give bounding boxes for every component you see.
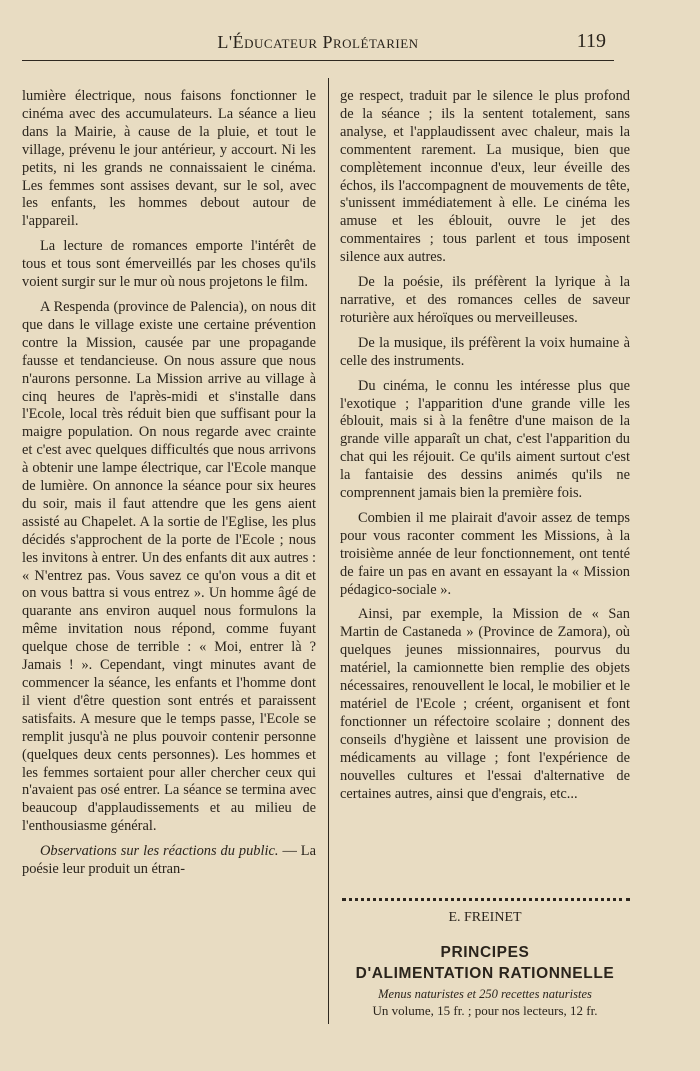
paragraph: Ainsi, par exemple, la Mission de « San Martin de Castaneda » (Province de Zamora), où quelques jeunes missionnaires, pourvus du matériel, la camionnette bien remplie des objets nécessaires, renouvellent le local, le mobilier et le matériel de l'Ecole ; créent, organisent et font fonctionner un réfectoire scolaire ; donnent des conseils d'hygiène et laissent une provision de médicaments au village ; font l'expérience de nouvelles cultures et l'essai d'alternative de certaines autres, ainsi que d'engrais, etc... <box>340 606 630 802</box>
paragraph-text: — La poésie leur produit un étran- <box>22 843 316 878</box>
advert-subtitle: Menus naturistes et 250 recettes naturistes <box>378 987 592 1001</box>
paragraph: De la poésie, ils préfèrent la lyrique à la narrative, et des romances celles de saveur roturière aux héroïques ou merveilleuses. <box>340 274 630 326</box>
column-divider <box>328 78 329 1024</box>
advert-title-line1: PRINCIPES <box>440 944 530 961</box>
journal-title: L'Éducateur Prolétarien <box>217 32 419 52</box>
advert-author: E. FREINET <box>448 910 522 925</box>
paragraph: ge respect, traduit par le silence le plus profond de la séance ; ils la sentent totalement, sans analyse, et l'applaudissent avec chaleur, mais la commentent rarement. La musique, bien que complètement inconnue d'eux, leur éveille des échos, ils l'accompagnent de mouvements de tête, s'unissent immédiatement à elle. Le cinéma les amuse et les éblouit, ouvre le jet des commentaires ; tous parlent et tous imposent silence aux autres. <box>340 88 630 266</box>
paragraph: Du cinéma, le connu les intéresse plus que l'exotique ; l'apparition d'une grande ville les éblouit, mais si à la fenêtre d'une maison de la grande ville apparaît un chat, c'est l'apparition du chat qui les réjouit. Ce qu'ils aiment surtout c'est la fantaisie des dessins animés qu'ils ne comprennent jamais bien la première fois. <box>340 377 630 502</box>
paragraph: lumière électrique, nous faisons fonctionner le cinéma avec des accumulateurs. La séance a lieu dans la Mairie, à cause de la pluie, et tout le village, prévenu le jour antérieur, y accourt. Ni les petits, ni les grands ne connaissaient le cinéma. Les femmes sont assises devant, sur le sol, avec les enfants, les hommes debout autour de l'appareil. <box>22 88 316 230</box>
running-header <box>22 28 614 61</box>
page-number: 119 <box>576 30 606 52</box>
paragraph: Combien il me plairait d'avoir assez de temps pour vous raconter comment les Missions, à la troisième année de leur fonctionnement, ont tenté de faire un pas en avant en essayant la « Mission pédagico-sociale ». <box>340 509 630 598</box>
paragraph: De la musique, ils préfèrent la voix humaine à celle des instruments. <box>340 334 630 369</box>
section-heading: Observations sur les réactions du public. <box>40 843 279 860</box>
advert-title-line2: D'ALIMENTATION RATIONNELLE <box>355 965 615 982</box>
right-column <box>340 88 630 810</box>
dotted-separator <box>342 898 630 901</box>
left-column <box>22 88 316 886</box>
paragraph <box>22 843 316 879</box>
paragraph: A Respenda (province de Palencia), on nous dit que dans le village existe une certaine prévention contre la Mission, causée par une propagande fausse et tendancieuse. On nous assure que nous n'aurons personne. La Mission arrive au village à cinq heures de l'après-midi et s'installe dans l'Ecole, local très réduit bien que suffisant pour la maigre population. On nous regarde avec crainte et c'est avec quelques difficultés que nous arrivons à obtenir une lampe électrique, car l'Ecole manque de lumière. On annonce la séance pour six heures du soir, mais il faut attendre que les gens aient assisté au Chapelet. A la sortie de l'Eglise, les plus décidés s'approchent de la porte de l'Ecole ; nous les invitons à entrer. Un des enfants dit aux autres : « N'entrez pas. Vous savez ce qu'on vous a dit et on vous battra si vous entrez ». Un homme âgé de quarante ans environ auquel nous formulons la même invitation nous répond, comme fuyant quelque chose de terrible : « Moi, entrer là ? Jamais ! ». Cependant, vingt minutes avant de commencer la séance, les enfants et l'homme dont il vient d'être question sont entrés et paraissent satisfaits. A mesure que le temps passe, l'Ecole se remplit jusqu'à ne plus pouvoir contenir personne (quelques deux cents personnes). Les hommes et les femmes sortaient pour aller chercher ceux qui n'avaient pas osé entrer. La séance se termina avec beaucoup d'applaudissements et au milieu de l'enthousiasme général. <box>22 298 316 835</box>
advert-price: Un volume, 15 fr. ; pour nos lecteurs, 12 fr. <box>372 1003 598 1018</box>
paragraph: La lecture de romances emporte l'intérêt de tous et tous sont émerveillés par les choses qu'ils voient surgir sur le mur où nous projetons le film. <box>22 238 316 291</box>
